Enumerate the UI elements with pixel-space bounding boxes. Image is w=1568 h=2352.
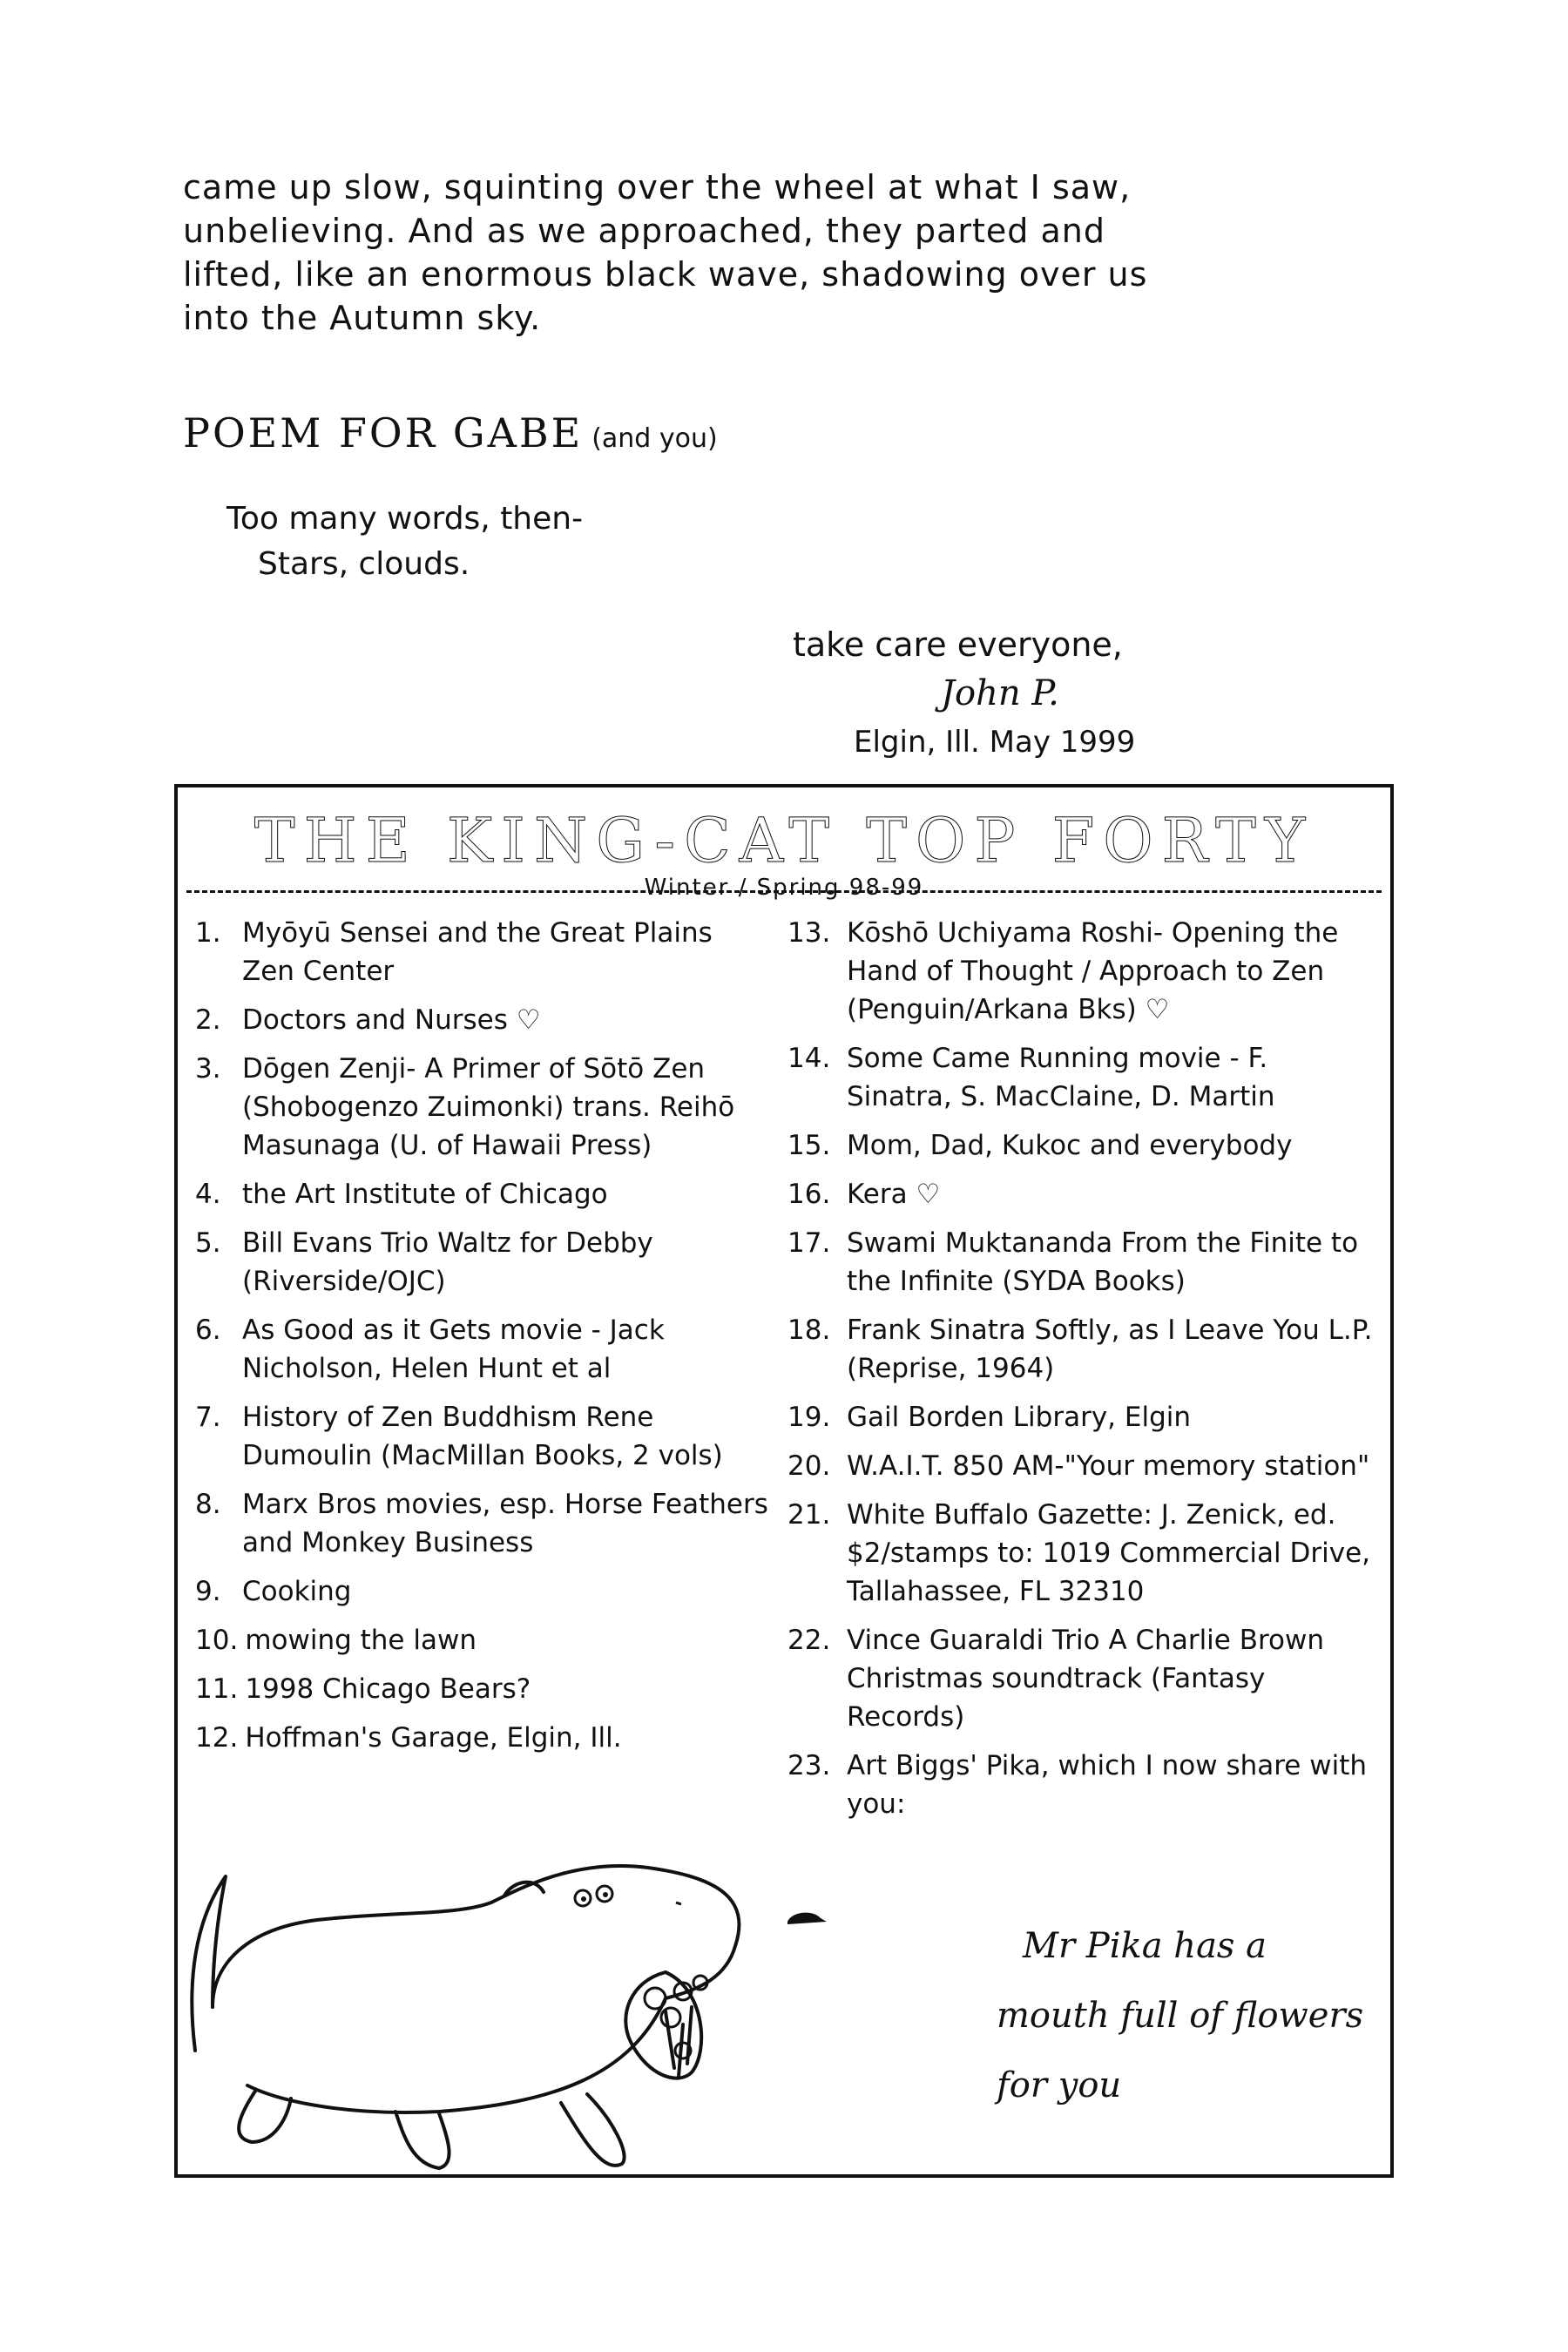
list-item (195, 1398, 770, 1475)
item-text: Mom, Dad, Kukoc and everybody (847, 1130, 1293, 1161)
intro-line: into the Autumn sky. (183, 299, 542, 337)
list-item (787, 914, 1380, 1029)
item-text: Kōshō Uchiyama Roshi- Opening the Hand of Thought / Approach to Zen (Penguin/Arkana Bks) ♡ (847, 917, 1339, 1025)
flower-stems (666, 2007, 692, 2077)
item-number: 13. (787, 917, 831, 949)
item-text: Dōgen Zenji- A Primer of Sōtō Zen (Shobogenzo Zuimonki) trans. Reihō Masunaga (U. of Hawaii Press) (242, 1053, 735, 1161)
item-number: 11. (195, 1673, 239, 1705)
list-item (787, 1447, 1380, 1485)
list-item (195, 1572, 770, 1611)
small-bug-icon (787, 1913, 827, 1924)
item-text: Some Came Running movie - F. Sinatra, S. MacClaine, D. Martin (847, 1043, 1275, 1112)
intro-line: lifted, like an enormous black wave, shadowing over us (183, 255, 1148, 294)
list-item (195, 1311, 770, 1388)
list-item (787, 1398, 1380, 1436)
top-forty-left-column (195, 914, 770, 1767)
item-text: Marx Bros movies, esp. Horse Feathers and Monkey Business (242, 1489, 768, 1558)
item-text: Swami Muktananda From the Finite to the Infinite (SYDA Books) (847, 1227, 1359, 1297)
caption-line: Mr Pika has a (1023, 1926, 1267, 1966)
item-number: 21. (787, 1499, 831, 1531)
poem-body (226, 497, 583, 587)
item-number: 4. (195, 1179, 221, 1210)
pika-middle-foot (395, 2112, 449, 2168)
pika-nose (676, 1903, 681, 1904)
item-number: 1. (195, 917, 221, 949)
place-date: Elgin, Ill. May 1999 (854, 725, 1136, 760)
flower-blossom (661, 2008, 680, 2027)
list-item (787, 1496, 1380, 1611)
poem-title-text: POEM FOR GABE (183, 409, 584, 456)
list-item (787, 1175, 1380, 1213)
top-forty-subtitle: Winter / Spring 98-99 (644, 875, 924, 901)
signoff (793, 620, 1135, 767)
list-item (195, 1050, 770, 1165)
list-item (787, 1224, 1380, 1301)
item-number: 15. (787, 1130, 831, 1161)
list-item (787, 1039, 1380, 1116)
item-number: 9. (195, 1576, 221, 1607)
pika-tail (192, 1876, 226, 2051)
list-item (787, 1621, 1380, 1736)
item-number: 16. (787, 1179, 831, 1210)
item-number: 22. (787, 1625, 831, 1656)
poem-title (183, 409, 718, 456)
pika-front-foot (561, 2094, 625, 2166)
intro-paragraph (183, 166, 1420, 340)
closing-line: take care everyone, (793, 625, 1123, 664)
item-number: 23. (787, 1750, 831, 1781)
item-text: the Art Institute of Chicago (242, 1179, 608, 1210)
list-item (787, 1311, 1380, 1388)
list-item (787, 1126, 1380, 1165)
item-number: 17. (787, 1227, 831, 1259)
item-text: Vince Guaraldi Trio A Charlie Brown Christmas soundtrack (Fantasy Records) (847, 1625, 1325, 1733)
item-number: 19. (787, 1402, 831, 1433)
list-item (195, 1001, 770, 1039)
item-text: Kera ♡ (847, 1179, 941, 1210)
pika-pupil (603, 1892, 608, 1897)
item-number: 18. (787, 1315, 831, 1346)
list-item (195, 1485, 770, 1562)
item-number: 2. (195, 1004, 221, 1036)
item-number: 20. (787, 1450, 831, 1482)
top-forty-box (174, 784, 1394, 2178)
item-text: History of Zen Buddhism Rene Dumoulin (MacMillan Books, 2 vols) (242, 1402, 723, 1471)
dashed-divider (186, 890, 1382, 893)
item-text: As Good as it Gets movie - Jack Nicholson, Helen Hunt et al (242, 1315, 665, 1384)
item-number: 7. (195, 1402, 221, 1433)
poem-line: Too many words, then- (226, 501, 584, 537)
item-text: W.A.I.T. 850 AM-"Your memory station" (847, 1450, 1370, 1482)
item-text: Doctors and Nurses ♡ (242, 1004, 541, 1036)
list-item (195, 1670, 770, 1708)
list-item (195, 1719, 770, 1757)
signature: John P. (941, 673, 1059, 713)
intro-line: came up slow, squinting over the wheel at what I saw, (183, 168, 1132, 206)
top-forty-right-column (787, 914, 1380, 1834)
item-text: Cooking (242, 1576, 352, 1607)
item-number: 3. (195, 1053, 221, 1085)
flower-blossom (645, 1988, 666, 2009)
item-number: 10. (195, 1625, 239, 1656)
intro-line: unbelieving. And as we approached, they parted and (183, 212, 1105, 250)
list-item (195, 1224, 770, 1301)
item-text: White Buffalo Gazette: J. Zenick, ed. $2/stamps to: 1019 Commercial Drive, Tallahassee, FL 32310 (847, 1499, 1371, 1607)
item-number: 12. (195, 1722, 239, 1754)
caption-line: mouth full of flowers (997, 1996, 1364, 2036)
poem-line: Stars, clouds. (258, 546, 470, 582)
top-forty-title: THE KING-CAT TOP FORTY (253, 805, 1315, 876)
item-text: 1998 Chicago Bears? (245, 1673, 531, 1705)
item-text: Myōyū Sensei and the Great Plains Zen Center (242, 917, 713, 987)
caption-line: for you (997, 2065, 1122, 2105)
list-item (195, 1175, 770, 1213)
pika-belly (247, 1998, 666, 2112)
item-number: 5. (195, 1227, 221, 1259)
item-text: Hoffman's Garage, Elgin, Ill. (245, 1722, 622, 1754)
item-text: Bill Evans Trio Waltz for Debby (Riverside/OJC) (242, 1227, 653, 1297)
item-number: 14. (787, 1043, 831, 1074)
item-text: mowing the lawn (245, 1625, 476, 1656)
list-item (195, 1621, 770, 1659)
pika-pupil (581, 1896, 586, 1902)
item-number: 8. (195, 1489, 221, 1520)
pika-caption (997, 1911, 1380, 2120)
item-text: Gail Borden Library, Elgin (847, 1402, 1192, 1433)
item-text: Frank Sinatra Softly, as I Leave You L.P. (Reprise, 1964) (847, 1315, 1373, 1384)
pika-back (213, 1866, 739, 2007)
item-number: 6. (195, 1315, 221, 1346)
item-text: Art Biggs' Pika, which I now share with you: (847, 1750, 1367, 1820)
list-item (195, 914, 770, 990)
poem-title-suffix: (and you) (591, 423, 718, 454)
